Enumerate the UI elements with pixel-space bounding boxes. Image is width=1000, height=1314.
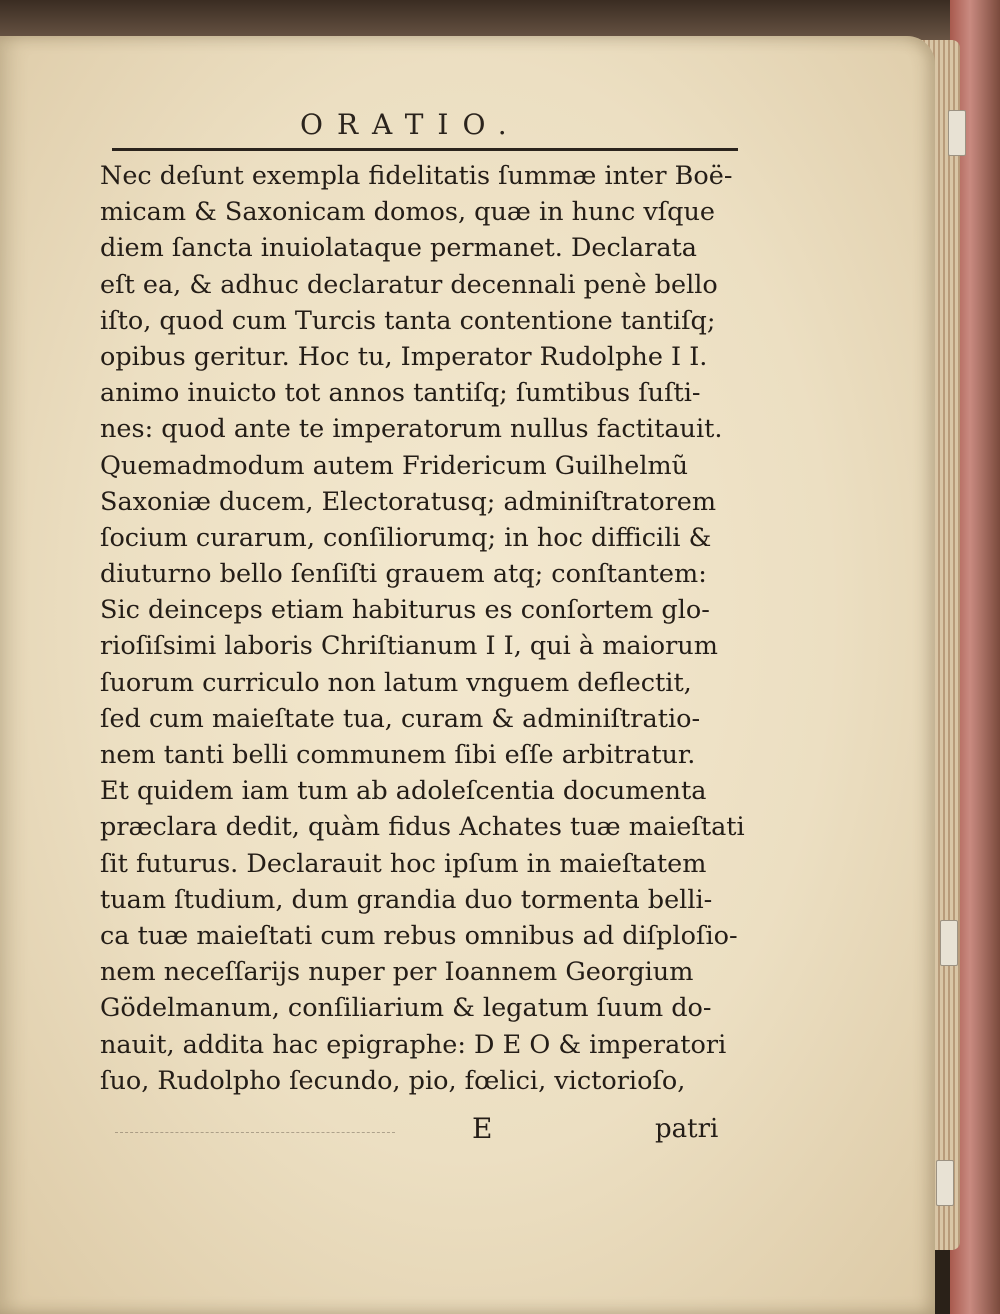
text-line: opibus geritur. Hoc tu, Imperator Rudolphe I I. — [100, 341, 708, 372]
text-line: Et quidem iam tum ab adoleſcentia documenta — [100, 776, 707, 807]
text-line: ſuorum curriculo non latum vnguem deflectit, — [100, 667, 692, 698]
text-line: animo inuicto tot annos tantiſq; ſumtibus ſuſti- — [100, 378, 701, 409]
text-line: Quemadmodum autem Fridericum Guilhelmũ — [100, 450, 689, 481]
signature-mark: E — [472, 1112, 493, 1145]
text-line: diem ſancta inuiolataque permanet. Declarata — [100, 233, 697, 264]
bleed-through-marks — [115, 1132, 395, 1139]
text-line: tuam ſtudium, dum grandia duo tormenta belli- — [100, 884, 713, 915]
page-tab — [948, 110, 966, 156]
text-line: Sic deinceps etiam habiturus es conſortem glo- — [100, 595, 710, 626]
catchword: patri — [655, 1114, 719, 1144]
text-line: ſed cum maieſtate tua, curam & adminiſtratio- — [100, 703, 701, 734]
text-line: micam & Saxonicam domos, quæ in hunc vſque — [100, 197, 716, 228]
text-line: ſit futurus. Declarauit hoc ipſum in maieſtatem — [100, 848, 707, 879]
text-line: ca tuæ maieſtati cum rebus omnibus ad diſploſio- — [100, 920, 738, 951]
page-tab — [936, 1160, 954, 1206]
text-line: nem neceſſarijs nuper per Ioannem Georgium — [100, 957, 694, 988]
text-line: nes: quod ante te imperatorum nullus factitauit. — [100, 414, 723, 445]
page-tab — [940, 920, 958, 966]
text-line: rioſiſsimi laboris Chriſtianum I I, qui à maiorum — [100, 631, 718, 662]
text-line: Gödelmanum, conſiliarium & legatum ſuum do- — [100, 993, 712, 1024]
body-text — [100, 158, 745, 1158]
text-line: nauit, addita hac epigraphe: D E O & imperatori — [100, 1029, 727, 1060]
text-line: ſuo, Rudolpho ſecundo, pio, fœlici, victorioſo, — [100, 1065, 686, 1096]
text-line: Saxoniæ ducem, Electoratusq; adminiſtratorem — [100, 486, 717, 517]
text-line: nem tanti belli communem ſibi eſſe arbitratur. — [100, 740, 696, 770]
text-line: iſto, quod cum Turcis tanta contentione tantiſq; — [100, 305, 716, 336]
text-line: præclara dedit, quàm fidus Achates tuæ maieſtati — [100, 812, 745, 843]
text-line: diuturno bello ſenſiſti grauem atq; conſtantem: — [100, 559, 707, 590]
running-head: ORATIO. — [300, 108, 521, 141]
head-rule — [112, 148, 738, 151]
text-line: ſocium curarum, conſiliorumq; in hoc difficili & — [100, 522, 712, 553]
text-line: eſt ea, & adhuc declaratur decennali penè bello — [100, 269, 718, 300]
text-line: Nec deſunt exempla fidelitatis ſummæ inter Boë- — [100, 161, 733, 191]
